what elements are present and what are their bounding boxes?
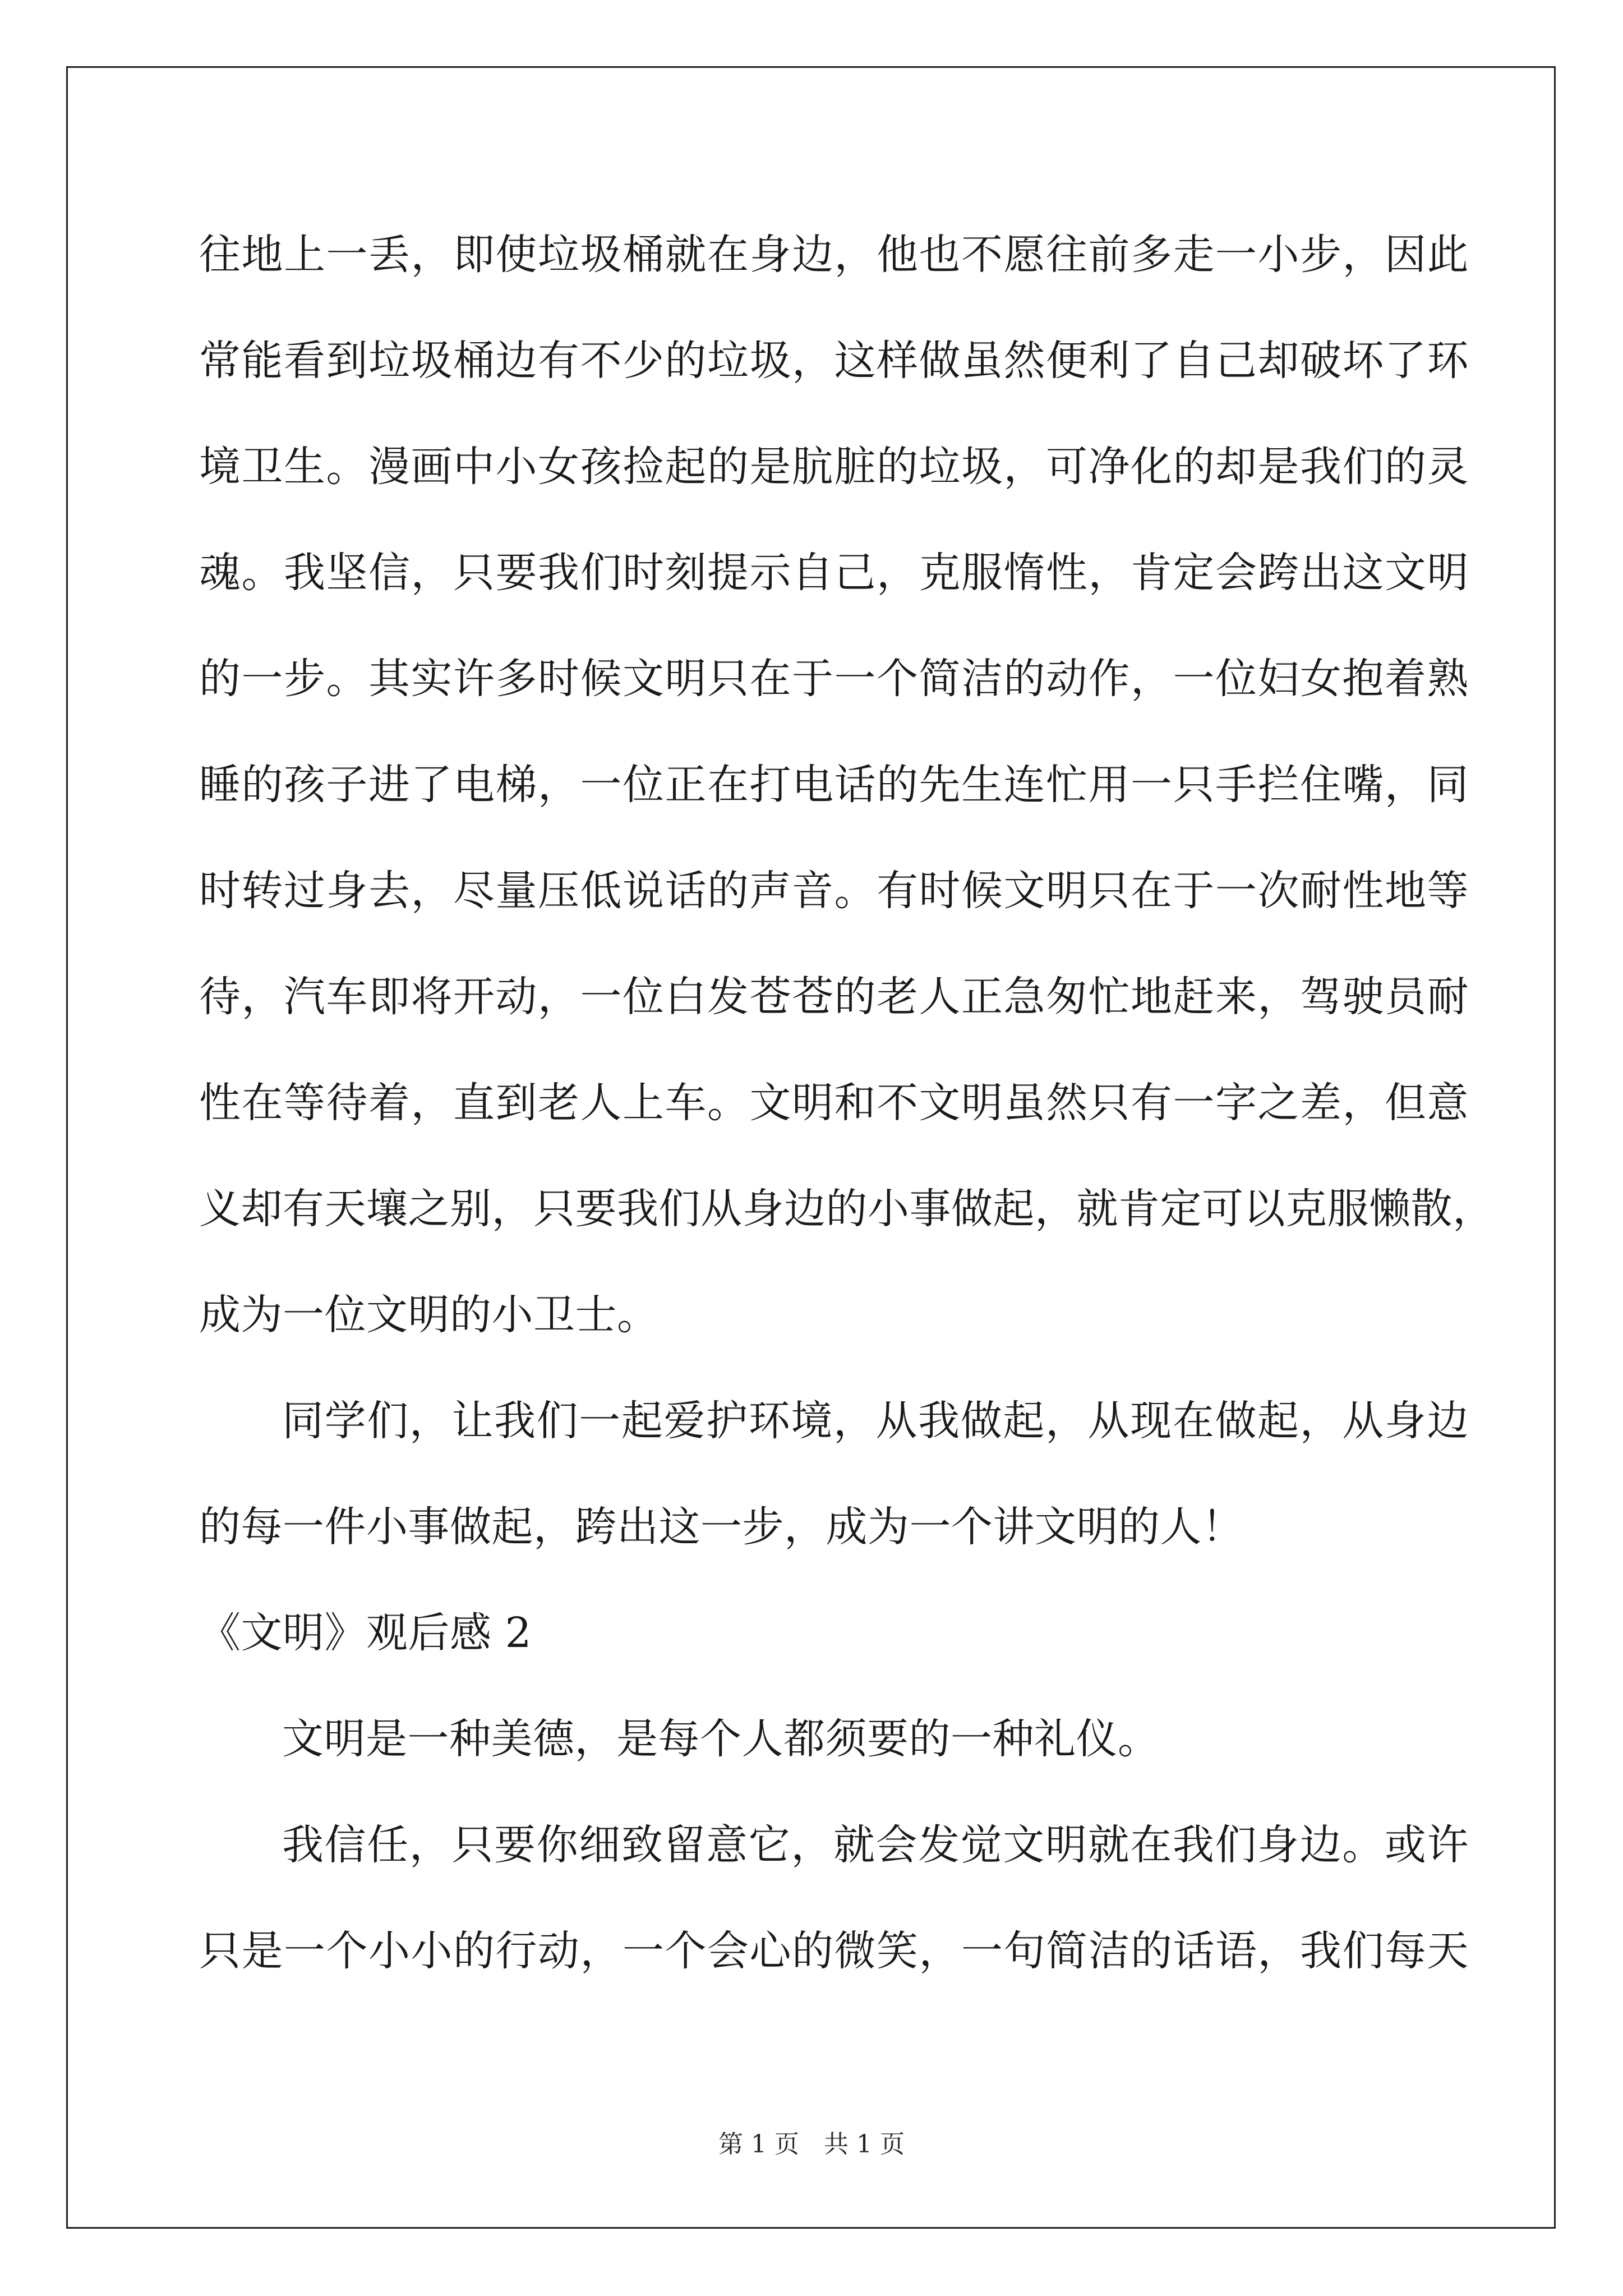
text-line: 性在等待着，直到老人上车。文明和不文明虽然只有一字之差，但意 — [199, 1079, 1469, 1127]
text-line-paragraph-start: 文明是一种美德，是每个人都须要的一种礼仪。 — [282, 1715, 1160, 1763]
text-line: 待，汽车即将开动，一位白发苍苍的老人正急匆忙地赶来，驾驶员耐 — [199, 973, 1469, 1021]
text-line: 常能看到垃圾桶边有不少的垃圾，这样做虽然便利了自己却破坏了环 — [199, 337, 1469, 385]
text-line: 睡的孩子进了电梯，一位正在打电话的先生连忙用一只手拦住嘴，同 — [199, 761, 1469, 809]
document-body — [199, 202, 1495, 2004]
page-footer: 第 1 页 共 1 页 — [718, 2130, 905, 2159]
text-line: 境卫生。漫画中小女孩捡起的是肮脏的垃圾，可净化的却是我们的灵 — [199, 443, 1469, 491]
section-heading: 《文明》观后感 2 — [199, 1609, 532, 1657]
text-line-paragraph-start: 同学们，让我们一起爱护环境，从我做起，从现在做起，从身边 — [282, 1397, 1469, 1445]
text-line: 的每一件小事做起，跨出这一步，成为一个讲文明的人！ — [199, 1503, 1244, 1551]
text-line: 的一步。其实许多时候文明只在于一个简洁的动作，一位妇女抱着熟 — [199, 655, 1469, 703]
text-line-paragraph-start: 我信任，只要你细致留意它，就会发觉文明就在我们身边。或许 — [282, 1821, 1469, 1869]
text-line: 成为一位文明的小卫士。 — [199, 1291, 659, 1339]
text-line: 往地上一丢，即使垃圾桶就在身边，他也不愿往前多走一小步，因此 — [199, 231, 1469, 279]
text-line: 只是一个小小的行动，一个会心的微笑，一句简洁的话语，我们每天 — [199, 1927, 1469, 1975]
text-line: 魂。我坚信，只要我们时刻提示自己，克服惰性，肯定会跨出这文明 — [199, 549, 1469, 597]
text-line: 时转过身去，尽量压低说话的声音。有时候文明只在于一次耐性地等 — [199, 867, 1469, 915]
text-line: 义却有天壤之别，只要我们从身边的小事做起，就肯定可以克服懒散， — [199, 1185, 1495, 1233]
